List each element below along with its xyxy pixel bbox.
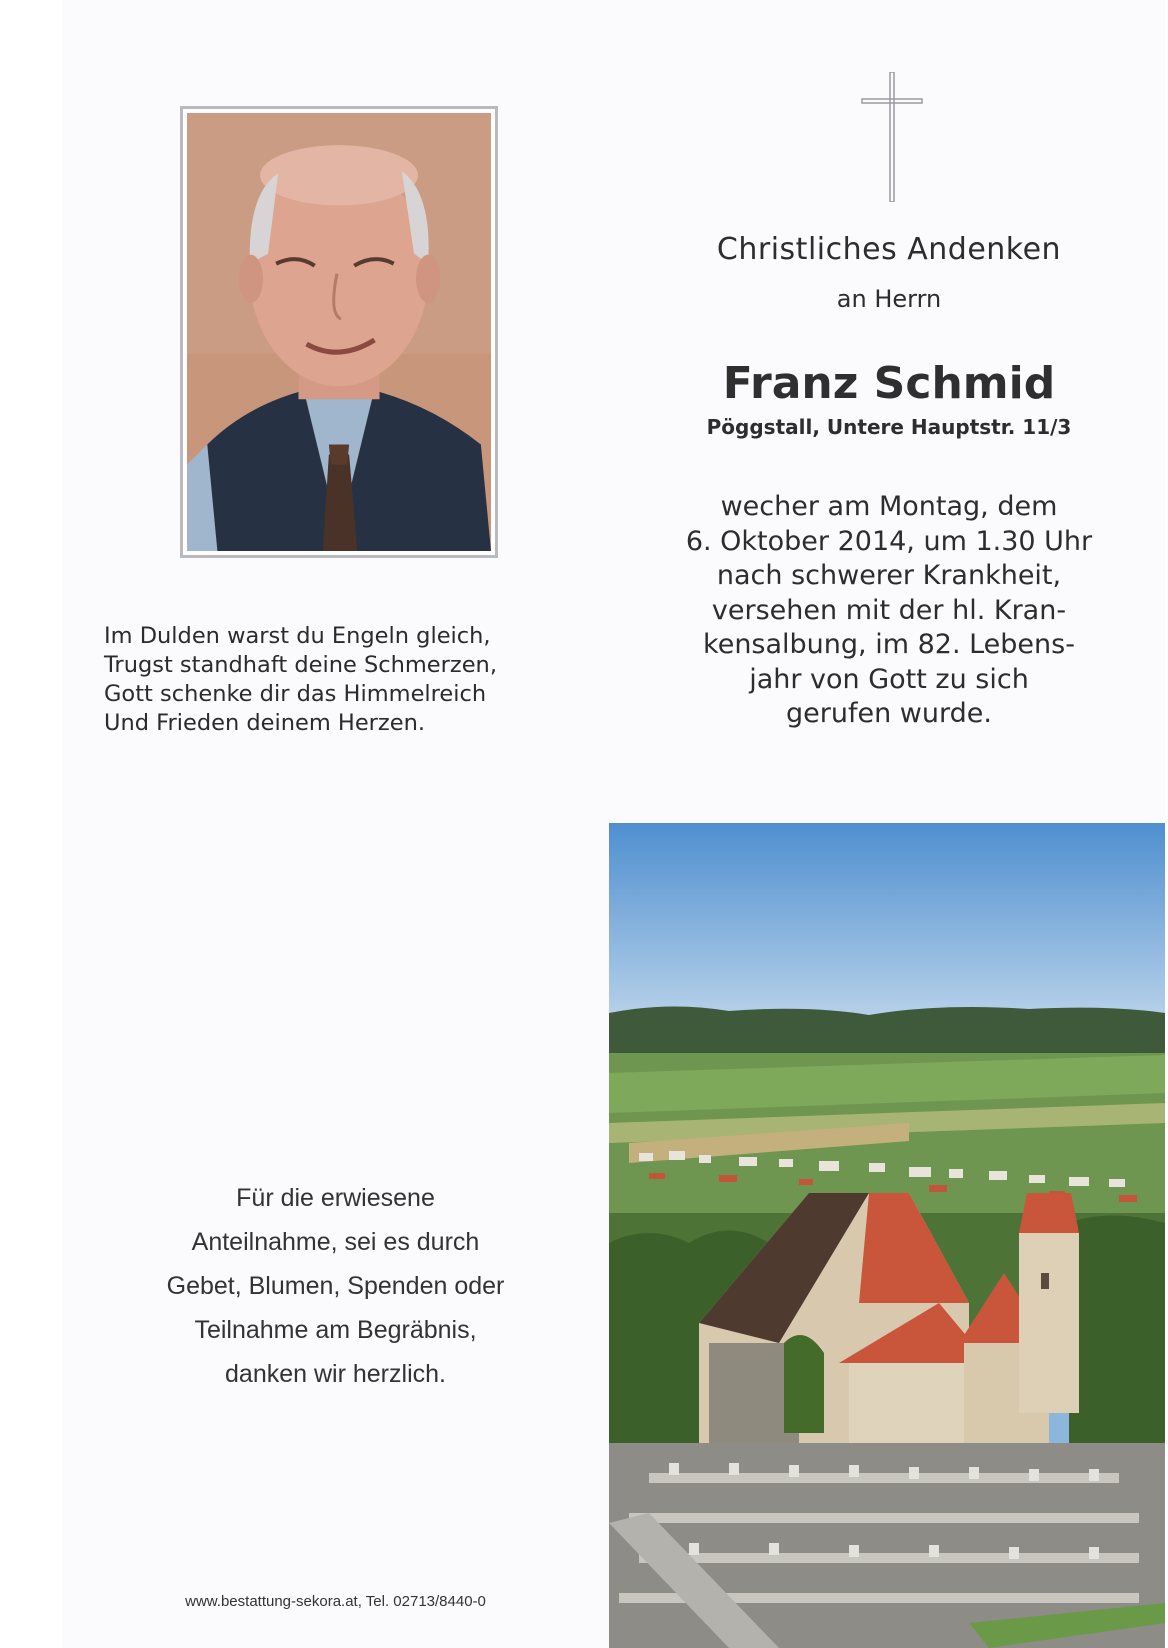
bio-line: versehen mit der hl. Kran- [711,594,1067,626]
bio-line: wecher am Montag, dem [720,491,1058,522]
bio-line: nach schwerer Krankheit, [716,560,1062,591]
memorial-title: Christliches Andenken [716,232,1062,267]
church-landscape-photo [609,823,1165,1648]
poem-line: Gott schenke dir das Himmelreich [104,681,487,707]
deceased-address: Pöggstall, Untere Hauptstr. 11/3 [706,415,1072,439]
thanks-line: danken wir herzlich. [225,1360,446,1388]
bio-line: kensalbung, im 82. Lebens- [703,629,1075,660]
poem-line: Im Dulden warst du Engeln gleich, [104,623,491,649]
portrait-photo [180,106,498,558]
thanks-line: Für die erwiesene [236,1184,435,1212]
bio-line: 6. Oktober 2014, um 1.30 Uhr [685,525,1093,557]
deceased-name: Franz Schmid [722,358,1056,409]
bio-line: jahr von Gott zu sich [749,663,1029,695]
salutation: an Herrn [836,285,942,313]
biography-text [613,490,1165,732]
thanks-line: Gebet, Blumen, Spenden oder [166,1272,505,1300]
thanks-line: Anteilnahme, sei es durch [191,1228,480,1256]
cross-icon [860,72,924,202]
thanks-text [62,1176,609,1396]
poem [104,622,584,738]
bio-line: gerufen wurde. [786,698,992,729]
poem-line: Trugst standhaft deine Schmerzen, [104,652,497,678]
poem-line: Und Frieden deinem Herzen. [104,710,425,736]
funeral-home-contact: www.bestattung-sekora.at, Tel. 02713/8440-0 [185,1593,486,1610]
thanks-line: Teilnahme am Begräbnis, [194,1316,477,1344]
